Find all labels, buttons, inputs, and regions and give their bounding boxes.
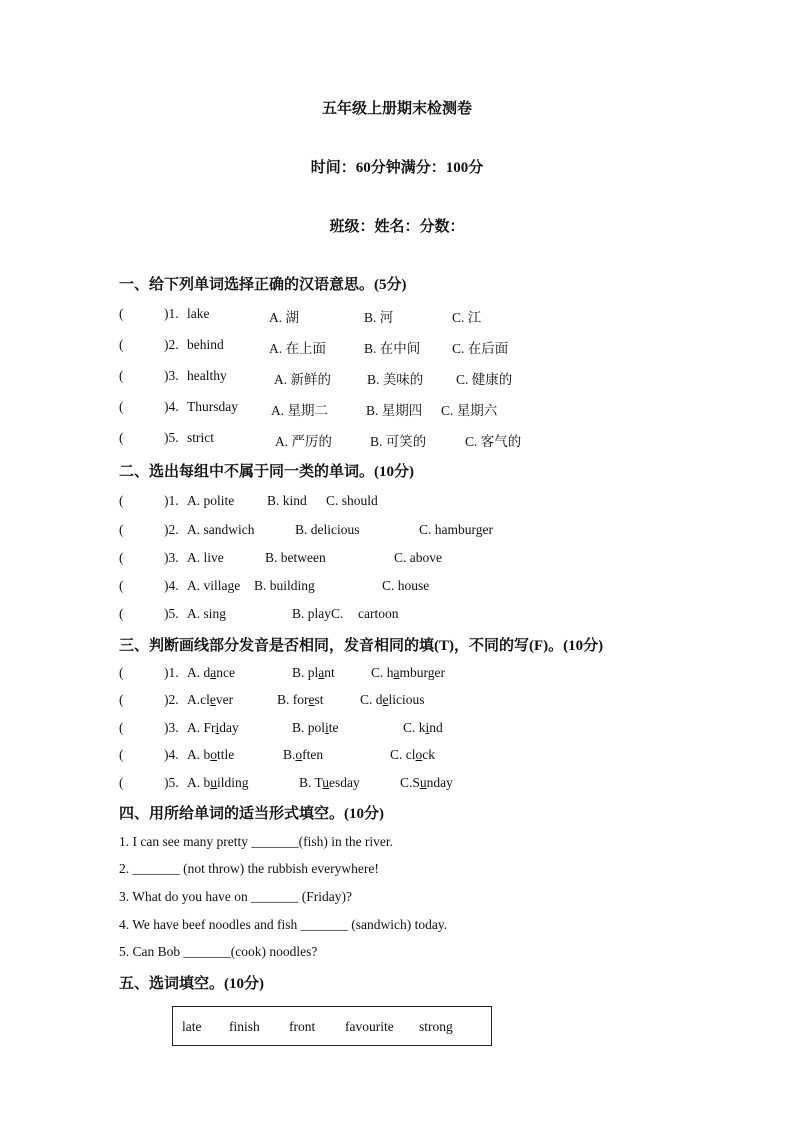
underlined-letters: e (382, 692, 389, 707)
fill-sentence-2: 2. _______ (not throw) the rubbish everywhere! (119, 861, 379, 876)
option-c: C. house (382, 578, 430, 593)
option-a: A. 新鲜的 (274, 372, 331, 387)
word-end: nd (429, 720, 443, 735)
student-info: 班级：姓名：分数： (329, 219, 465, 235)
answer-paren: ( (119, 522, 124, 537)
option-b: B. playC. (292, 606, 344, 621)
question-word: strict (187, 430, 214, 445)
question-number: )5. (164, 775, 179, 790)
word-start: B. T (299, 775, 323, 790)
option-b: B. 星期四 (366, 403, 423, 418)
option-b (277, 692, 324, 708)
question-number: )1. (164, 306, 179, 321)
question-number: )1. (164, 493, 179, 508)
option-a: A. village (187, 578, 241, 593)
answer-paren: ( (119, 337, 124, 352)
word-end: nce (216, 665, 235, 680)
option-a: A. 在上面 (269, 341, 326, 356)
word-end: nt (324, 665, 335, 680)
underlined-letters: u (322, 775, 330, 790)
section-4-heading: 四、用所给单词的适当形式填空。(10分) (119, 806, 384, 822)
option-c (360, 692, 425, 708)
answer-paren: ( (119, 775, 124, 790)
underlined-letters: e (308, 692, 315, 707)
answer-paren: ( (119, 747, 124, 762)
word-start: A. b (187, 747, 211, 762)
option-a: A. live (187, 550, 224, 565)
option-b: B. 在中间 (364, 341, 421, 356)
word-bank-item: finish (229, 1019, 260, 1034)
option-b: B. building (254, 578, 315, 593)
underlined-letters: a (318, 665, 325, 680)
answer-paren: ( (119, 720, 124, 735)
section-1-heading: 一、给下列单词选择正确的汉语意思。(5分) (119, 277, 407, 293)
option-c (390, 747, 435, 763)
section-5-heading: 五、选词填空。(10分) (119, 976, 264, 992)
word-start: B. for (277, 692, 309, 707)
fill-sentence-5: 5. Can Bob _______(cook) noodles? (119, 944, 318, 959)
answer-paren: ( (119, 550, 124, 565)
option-a: A. sandwich (187, 522, 255, 537)
word-end: day (219, 720, 239, 735)
underlined-letters: o (415, 747, 423, 762)
option-a: A. 湖 (269, 310, 299, 325)
word-start: B. (283, 747, 296, 762)
question-number: )5. (164, 606, 179, 621)
word-start: B. pl (292, 665, 319, 680)
option-a: A. 严厉的 (275, 434, 332, 449)
underlined-letters: u (419, 775, 427, 790)
section-2-heading: 二、选出每组中不属于同一类的单词。(10分) (119, 464, 414, 480)
word-start: C. h (371, 665, 394, 680)
option-a: A. sing (187, 606, 227, 621)
word-bank-item: front (289, 1019, 316, 1034)
exam-meta: 时间：60分钟满分：100分 (310, 160, 484, 176)
option-b (292, 720, 339, 736)
question-number: )4. (164, 578, 179, 593)
word-start: A.cl (187, 692, 210, 707)
question-number: )2. (164, 692, 179, 707)
question-number: )5. (164, 430, 179, 445)
question-number: )3. (164, 550, 179, 565)
answer-paren: ( (119, 692, 124, 707)
option-b: B. 河 (364, 310, 394, 325)
underlined-letters: i (215, 720, 220, 735)
word-end: esday (329, 775, 360, 790)
underlined-letters: e (209, 692, 216, 707)
word-end: ften (302, 747, 324, 762)
question-word: healthy (187, 368, 227, 383)
word-end: nday (426, 775, 453, 790)
underlined-letters: a (393, 665, 400, 680)
word-start: C.S (400, 775, 420, 790)
underlined-letters: a (210, 665, 217, 680)
option-c: C. 客气的 (465, 434, 522, 449)
question-word: lake (187, 306, 210, 321)
option-c: C. should (326, 493, 378, 508)
option-a (187, 775, 249, 791)
page-title: 五年级上册期末检测卷 (321, 101, 472, 117)
question-word: Thursday (187, 399, 238, 414)
question-number: )1. (164, 665, 179, 680)
option-a (187, 692, 233, 708)
option-a (187, 747, 234, 763)
word-end: te (328, 720, 339, 735)
answer-paren: ( (119, 606, 124, 621)
option-b: B. between (265, 550, 326, 565)
word-start: A. d (187, 665, 211, 680)
word-start: A. Fr (187, 720, 216, 735)
underlined-letters: o (210, 747, 217, 762)
answer-paren: ( (119, 368, 124, 383)
word-start: C. k (403, 720, 426, 735)
option-c: C. 健康的 (456, 372, 513, 387)
fill-sentence-3: 3. What do you have on _______ (Friday)? (119, 889, 352, 904)
question-number: )4. (164, 747, 179, 762)
underlined-letters: i (325, 720, 329, 735)
word-start: A. b (187, 775, 211, 790)
option-b (283, 747, 323, 763)
answer-paren: ( (119, 430, 124, 445)
word-end: licious (388, 692, 425, 707)
section-3-heading: 三、判断画线部分发音是否相同，发音相同的填(T)，不同的写(F)。(10分) (119, 638, 604, 654)
option-c: C. hamburger (419, 522, 493, 537)
word-bank-item: favourite (345, 1019, 394, 1034)
word-bank-box (172, 1006, 492, 1046)
option-a: A. 星期二 (271, 403, 328, 418)
option-b (292, 665, 335, 681)
question-word: behind (187, 337, 224, 352)
word-end: ttle (217, 747, 235, 762)
answer-paren: ( (119, 399, 124, 414)
word-bank-item: strong (419, 1019, 453, 1034)
answer-paren: ( (119, 306, 124, 321)
option-a: A. polite (187, 493, 235, 508)
question-number: )2. (164, 522, 179, 537)
option-b: B. 可笑的 (370, 434, 427, 449)
word-end: mburger (399, 665, 446, 680)
answer-paren: ( (119, 493, 124, 508)
word-start: B. pol (292, 720, 326, 735)
question-number: )3. (164, 720, 179, 735)
option-b: B. 美味的 (367, 372, 424, 387)
word-end: ilding (217, 775, 249, 790)
word-end: ck (422, 747, 435, 762)
option-c: C. above (394, 550, 442, 565)
question-number: )3. (164, 368, 179, 383)
question-number: )2. (164, 337, 179, 352)
question-number: )4. (164, 399, 179, 414)
option-a (187, 720, 239, 736)
option-c: C. 星期六 (441, 403, 498, 418)
option-c: C. 在后面 (452, 341, 509, 356)
answer-paren: ( (119, 578, 124, 593)
option-c (400, 775, 453, 791)
word-start: C. cl (390, 747, 416, 762)
option-c (371, 665, 445, 681)
option-c (403, 720, 443, 736)
word-end: ver (215, 692, 234, 707)
option-b: B. kind (267, 493, 307, 508)
option-a (187, 665, 235, 681)
answer-paren: ( (119, 665, 124, 680)
option-c: cartoon (358, 606, 399, 621)
option-b: B. delicious (295, 522, 360, 537)
word-start: C. d (360, 692, 383, 707)
option-b (299, 775, 360, 791)
underlined-letters: u (210, 775, 217, 790)
underlined-letters: o (295, 747, 303, 762)
fill-sentence-1: 1. I can see many pretty _______(fish) in the river. (119, 834, 394, 849)
word-end: st (314, 692, 324, 707)
word-bank-item: late (182, 1019, 202, 1034)
underlined-letters: i (425, 720, 430, 735)
option-c: C. 江 (452, 310, 482, 325)
fill-sentence-4: 4. We have beef noodles and fish _______ (sandwich) today. (119, 917, 448, 932)
